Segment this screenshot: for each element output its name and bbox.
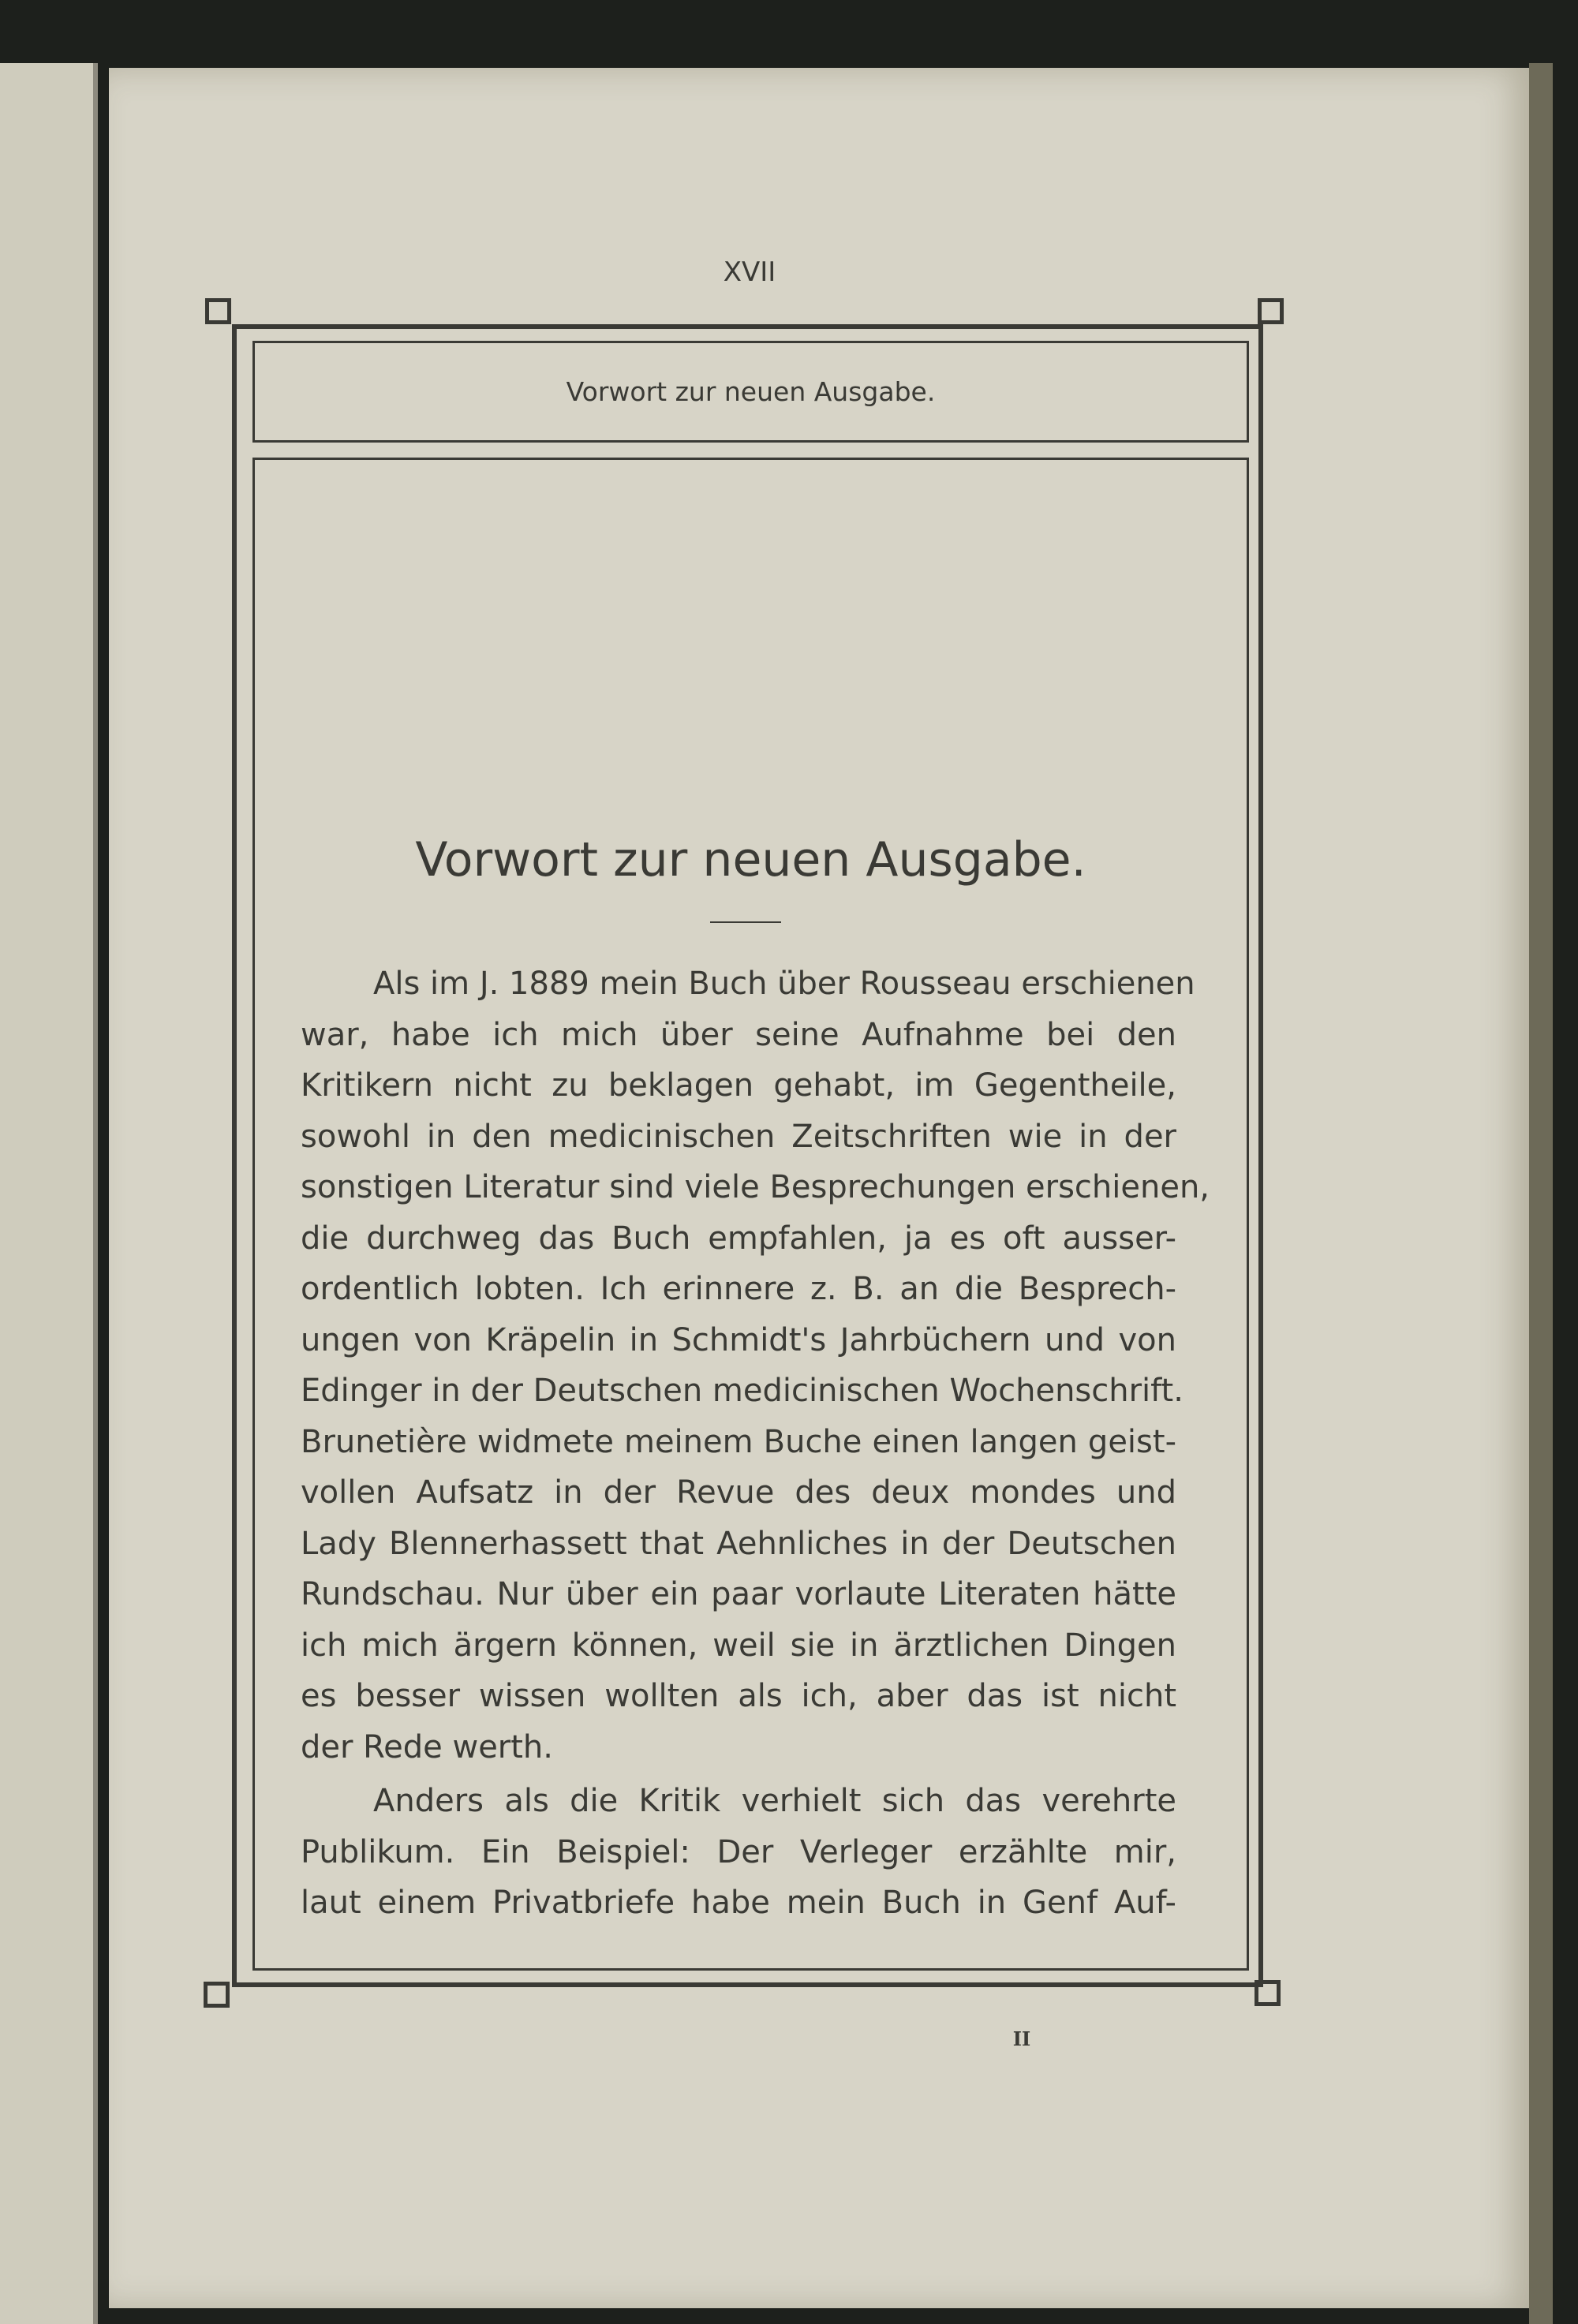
chapter-title: Vorwort zur neuen Ausgabe. xyxy=(415,832,1086,887)
text-line: sonstigen Literatur sind viele Besprechungen erschienen, xyxy=(301,1169,1210,1205)
text-line: laut einem Privatbriefe habe mein Buch in Genf Auf- xyxy=(301,1885,1176,1921)
text-line: Kritikern nicht zu beklagen gehabt, im Gegentheile, xyxy=(301,1067,1176,1104)
text-line: die durchweg das Buch empfahlen, ja es oft ausser- xyxy=(301,1220,1176,1257)
text-line: Als im J. 1889 mein Buch über Rousseau erschienen xyxy=(373,966,1195,1002)
text-line: es besser wissen wollten als ich, aber das ist nicht xyxy=(301,1678,1176,1714)
text-line: Lady Blennerhassett that Aehnliches in der Deutschen xyxy=(301,1525,1176,1562)
signature-mark: II xyxy=(1012,2027,1031,2050)
corner-square-bottom-left xyxy=(204,1982,230,2008)
paragraph xyxy=(301,958,1210,1773)
corner-square-top-right xyxy=(1258,298,1284,324)
text-line: ungen von Kräpelin in Schmidt's Jahrbüchern und von xyxy=(301,1321,1176,1358)
text-line: ich mich ärgern können, weil sie in ärztlichen Dingen xyxy=(301,1627,1176,1664)
text-line: Publikum. Ein Beispiel: Der Verleger erzählte mir, xyxy=(301,1833,1176,1870)
text-line: war, habe ich mich über seine Aufnahme bei den xyxy=(301,1016,1176,1053)
text-line: sowohl in den medicinischen Zeitschriften wie in der xyxy=(301,1118,1176,1155)
running-header: Vorwort zur neuen Ausgabe. xyxy=(566,376,936,407)
text-line: Rundschau. Nur über ein paar vorlaute Literaten hätte xyxy=(301,1576,1176,1612)
text-line: Brunetière widmete meinem Buche einen langen geist- xyxy=(301,1423,1176,1460)
text-line: der Rede werth. xyxy=(301,1728,553,1765)
title-rule xyxy=(710,921,781,923)
facing-page-edge xyxy=(0,63,98,2324)
text-line: ordentlich lobten. Ich erinnere z. B. an die Besprech- xyxy=(301,1271,1176,1307)
book-cover-edge xyxy=(1529,63,1553,2324)
running-header-box xyxy=(252,341,1249,443)
corner-square-bottom-right xyxy=(1255,1980,1281,2006)
text-line: Anders als die Kritik verhielt sich das verehrte xyxy=(373,1783,1176,1819)
body-text xyxy=(301,958,1210,1929)
text-line: Edinger in der Deutschen medicinischen Wochenschrift. xyxy=(301,1373,1184,1409)
corner-square-top-left xyxy=(205,298,231,324)
paragraph xyxy=(301,1776,1176,1929)
page-number: XVII xyxy=(723,256,776,288)
text-line: vollen Aufsatz in der Revue des deux mondes und xyxy=(301,1474,1176,1511)
